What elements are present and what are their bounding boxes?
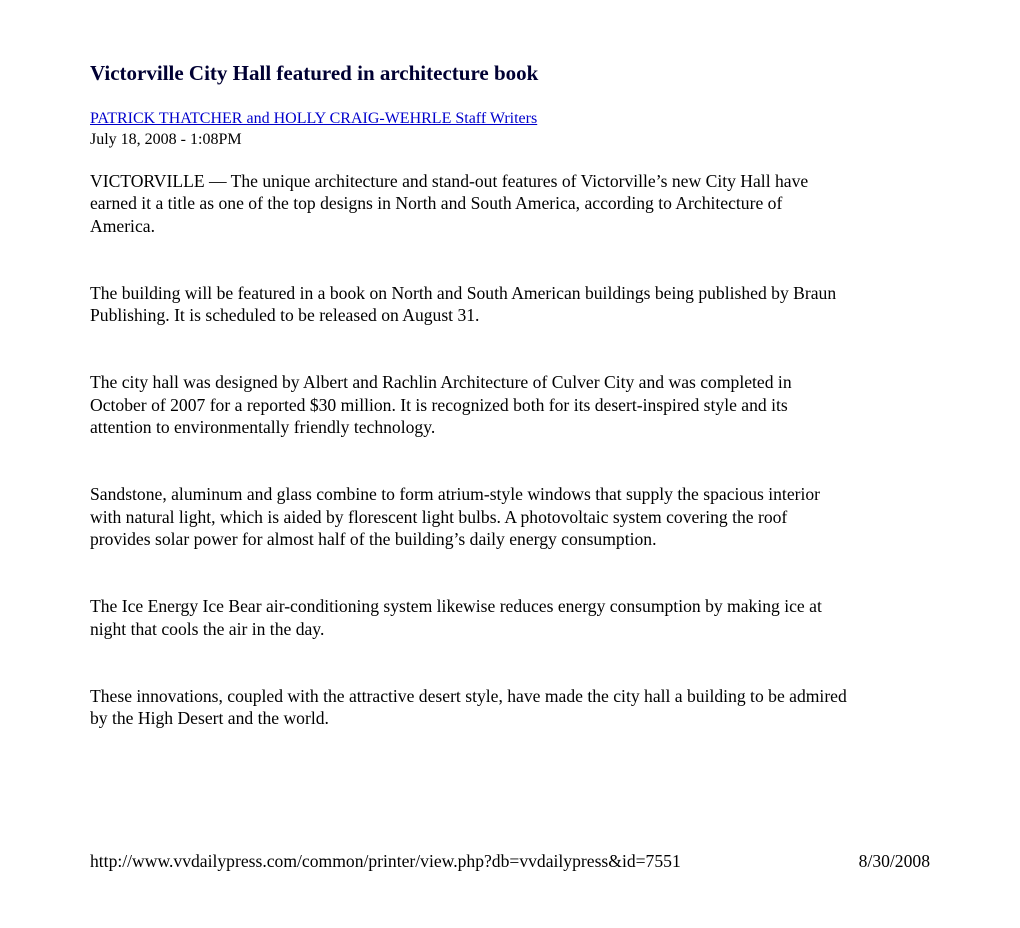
footer-url: http://www.vvdailypress.com/common/printer/view.php?db=vvdailypress&id=7551 [90,851,681,871]
article-body [90,170,850,729]
article [90,58,850,774]
article-paragraph: The building will be featured in a book on North and South American buildings being published by Braun Publishing. It is scheduled to be released on August 31. [90,282,837,326]
article-paragraph: The Ice Energy Ice Bear air-conditioning system likewise reduces energy consumption by making ice at night that cools the air in the day. [90,596,822,639]
article-paragraph: Sandstone, aluminum and glass combine to form atrium-style windows that supply the spacious interior with natural light, which is aided by florescent light bulbs. A photovoltaic system covering the roof provides solar power for almost half of the building’s daily energy consumption. [90,484,821,549]
article-paragraph: VICTORVILLE — The unique architecture and stand-out features of Victorville’s new City Hall have earned it a title as one of the top designs in North and South America, according to Architecture of America. [90,171,809,236]
article-paragraph: These innovations, coupled with the attractive desert style, have made the city hall a building to be admired by the High Desert and the world. [90,685,847,729]
byline [90,108,850,129]
footer-date: 8/30/2008 [858,851,930,871]
byline-link[interactable]: PATRICK THATCHER and HOLLY CRAIG-WEHRLE Staff Writers [90,110,538,127]
article-dateline: July 18, 2008 - 1:08PM [90,131,242,148]
article-headline: Victorville City Hall featured in architecture book [90,61,539,85]
article-paragraph: The city hall was designed by Albert and Rachlin Architecture of Culver City and was completed in October of 2007 for a reported $30 million. It is recognized both for its desert-inspired style and its attention to environmentally friendly technology. [90,372,792,438]
